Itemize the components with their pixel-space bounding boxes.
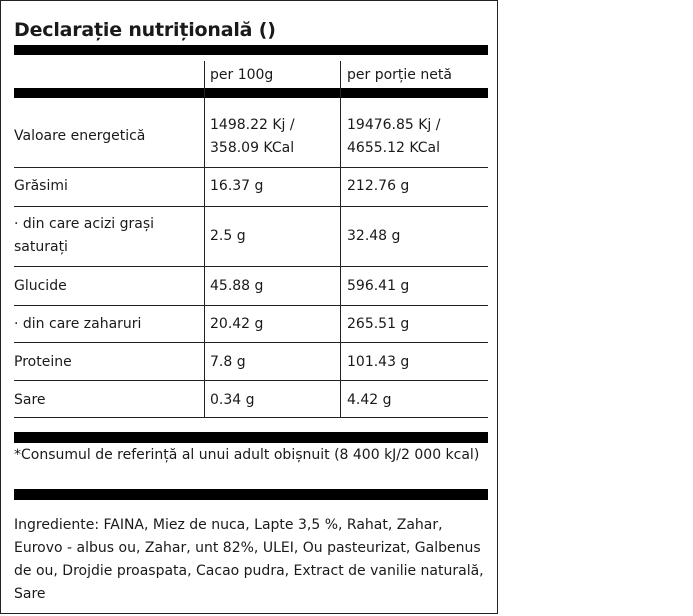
row-per-portion: 212.76 g bbox=[347, 178, 410, 194]
row-divider bbox=[14, 167, 488, 168]
row-per100: 7.8 g bbox=[210, 354, 246, 370]
row-per-portion: 4.42 g bbox=[347, 392, 392, 408]
row-name: · din care zaharuri bbox=[14, 316, 142, 332]
row-divider bbox=[14, 380, 488, 381]
nutrition-title: Declarație nutrițională () bbox=[14, 19, 276, 41]
ingredients-text: Ingrediente: FAINA, Miez de nuca, Lapte 3,5 %, Rahat, Zahar, Eurovo - albus ou, Zahar, unt 82%, ULEI, Ou pasteurizat, Galbenus de ou, Drojdie proaspata, Cacao pudra, Extract de vanilie naturală, Sare bbox=[14, 517, 484, 602]
row-divider bbox=[14, 342, 488, 343]
column-divider bbox=[340, 61, 341, 418]
row-per-portion: 596.41 g bbox=[347, 278, 410, 294]
row-divider bbox=[14, 305, 488, 306]
footnote-text: *Consumul de referință al unui adult obișnuit (8 400 kJ/2 000 kcal) bbox=[14, 447, 480, 463]
row-name: Valoare energetică bbox=[14, 128, 146, 144]
row-name: Sare bbox=[14, 392, 46, 408]
row-per-portion: 265.51 g bbox=[347, 316, 410, 332]
row-per-portion: 101.43 g bbox=[347, 354, 410, 370]
row-name: · din care acizi grași saturați bbox=[14, 216, 155, 255]
row-per100: 1498.22 Kj / 358.09 KCal bbox=[210, 117, 295, 156]
footnote-thick-divider bbox=[14, 432, 488, 443]
ingredients-thick-divider bbox=[14, 489, 488, 500]
row-per-portion: 19476.85 Kj / 4655.12 KCal bbox=[347, 117, 441, 156]
row-per100: 20.42 g bbox=[210, 316, 264, 332]
top-thick-divider bbox=[14, 45, 488, 55]
row-name: Grăsimi bbox=[14, 178, 68, 194]
row-divider bbox=[14, 266, 488, 267]
row-per100: 16.37 g bbox=[210, 178, 264, 194]
column-divider bbox=[204, 61, 205, 418]
header-thick-divider bbox=[14, 88, 488, 98]
header-per-portion: per porție netă bbox=[347, 67, 452, 83]
row-name: Proteine bbox=[14, 354, 72, 370]
row-divider bbox=[14, 206, 488, 207]
row-name: Glucide bbox=[14, 278, 67, 294]
header-per-100g: per 100g bbox=[210, 67, 274, 83]
row-per-portion: 32.48 g bbox=[347, 228, 401, 244]
row-per100: 2.5 g bbox=[210, 228, 246, 244]
row-divider bbox=[14, 417, 488, 418]
row-per100: 0.34 g bbox=[210, 392, 255, 408]
row-per100: 45.88 g bbox=[210, 278, 264, 294]
